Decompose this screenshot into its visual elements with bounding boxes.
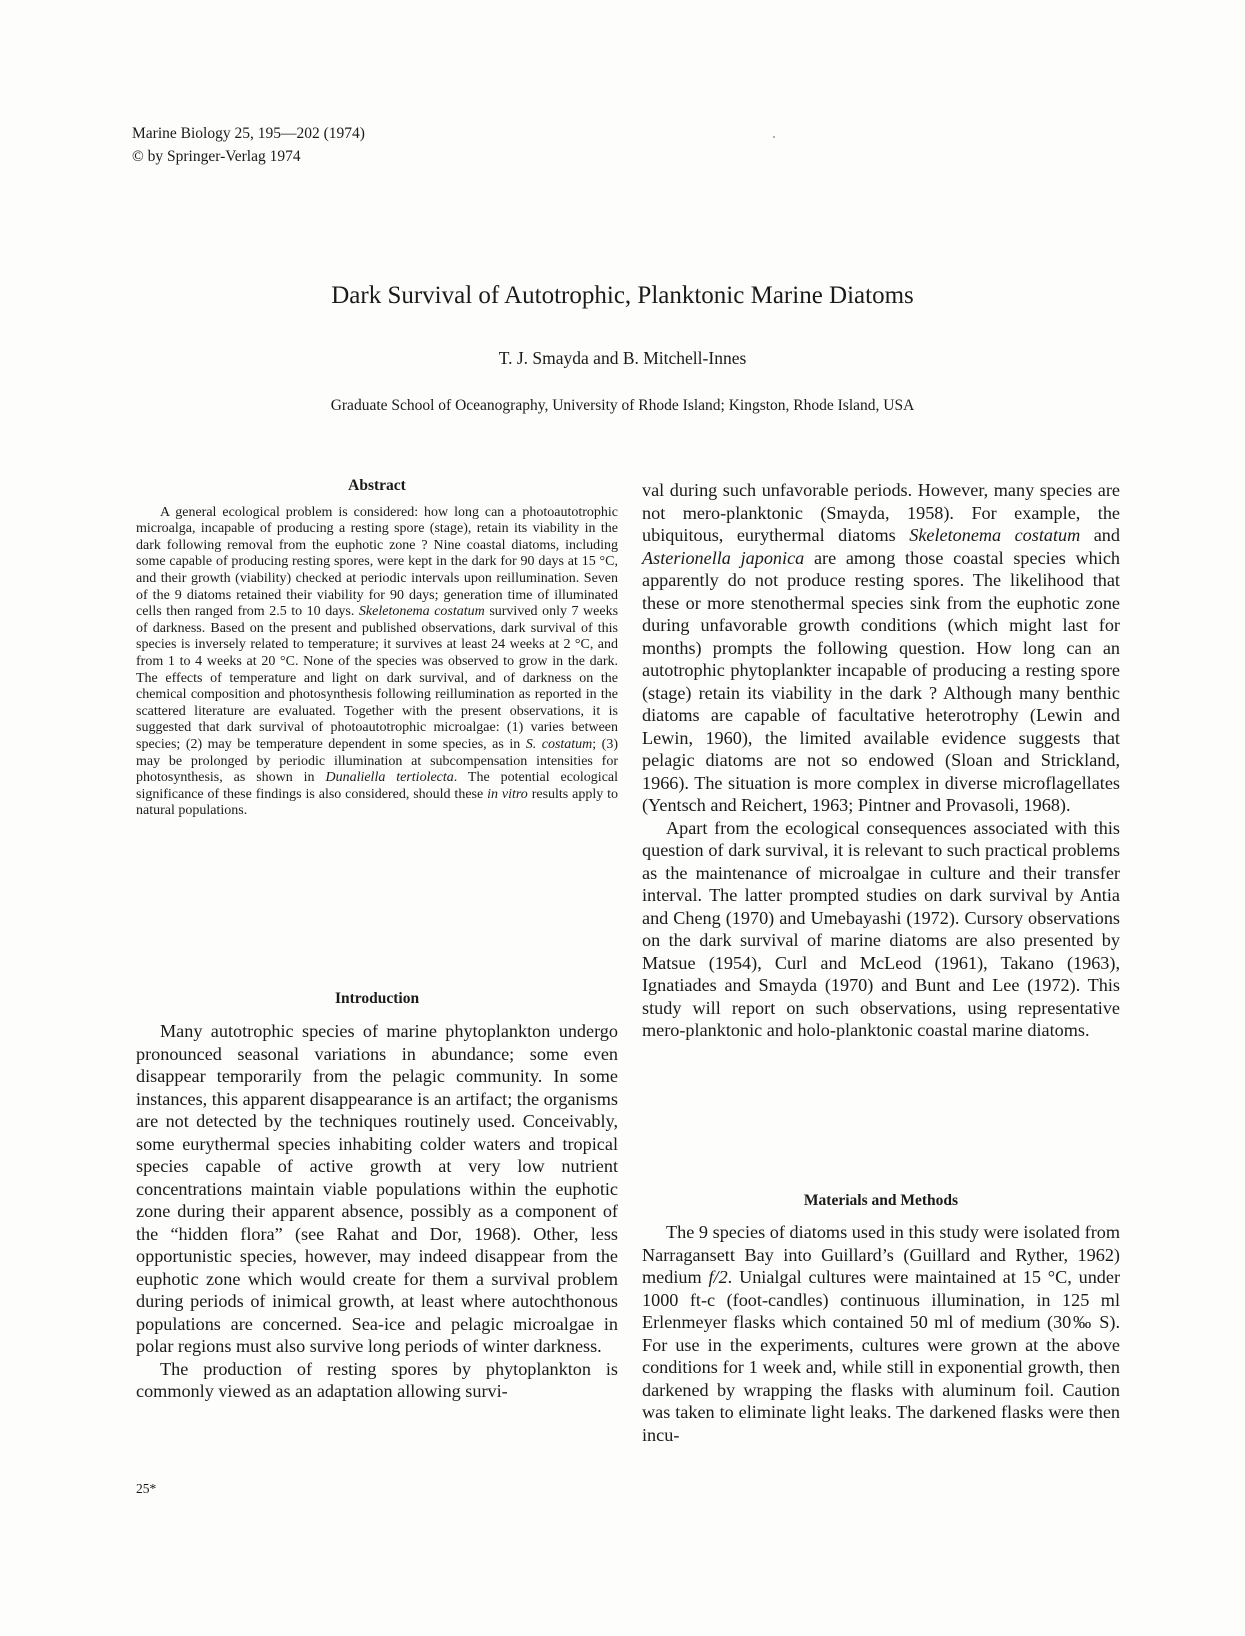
- introduction-heading: Introduction: [334, 990, 420, 1007]
- page-mark: 25*: [136, 1481, 157, 1496]
- authors: T. J. Smayda and B. Mitchell-Innes: [498, 348, 747, 368]
- methods-paragraph-1: The 9 species of diatoms used in this study were isolated from Narragansett Bay into Guillard’s (Guillard and Ryther, 1962) medium f/2. Unialgal cultures were maintained at 15 °C, under 1000 ft-c (foot-candles) continuous illumination, in 125 ml Erlenmeyer flasks which contained 50 ml of medium (30‰ S). For use in the experiments, cultures were grown at the above conditions for 1 week and, while still in exponential growth, then darkened by wrapping the flasks with aluminum foil. Caution was taken to eliminate light leaks. The darkened flasks were then incu-: [642, 1222, 1121, 1445]
- introduction-right: [642, 479, 1120, 1042]
- introduction-left: [136, 1020, 618, 1403]
- intro-paragraph-1: Many autotrophic species of marine phytoplankton undergo pronounced seasonal variations in abundance; some even disappear temporarily from the pelagic community. In some instances, this apparent disappearance is an artifact; the organisms are not detected by the techniques routinely used. Conceivably, some eurythermal species inhabiting colder waters and tropical species capable of active growth at very low nutrient concentrations maintain viable populations within the euphotic zone during their apparent absence, possibly as a component of the “hidden flora” (see Rahat and Dor, 1968). Other, less opportunistic species, however, may indeed disappear from the euphotic zone which would create for them a survival problem during periods of inimical growth, at least where autochthonous populations are concerned. Sea-ice and pelagic microalgae in polar regions must also survive long periods of winter darkness.: [136, 1021, 618, 1356]
- intro-paragraph-3: Apart from the ecological consequences associated with this question of dark survival, it is relevant to such practical problems as the maintenance of microalgae in culture and their transfer interval. The latter prompted studies on dark survival by Antia and Cheng (1970) and Umebayashi (1972). Cursory observations on the dark survival of marine diatoms are also presented by Matsue (1954), Curl and McLeod (1961), Takano (1963), Ignatiades and Smayda (1970) and Bunt and Lee (1972). This study will report on such observations, using representative mero-planktonic and holo-planktonic coastal marine diatoms.: [642, 817, 1120, 1040]
- methods-heading: Materials and Methods: [803, 1192, 959, 1209]
- paper-title: Dark Survival of Autotrophic, Planktonic Marine Diatoms: [331, 282, 914, 309]
- abstract-text: A general ecological problem is considered: how long can a photoautotrophic microalga, incapable of producing a resting spore (stage), retain its viability in the dark following removal from the euphotic zone ? Nine coastal diatoms, including some capable of producing resting spores, were kept in the dark for 90 days at 15 °C, and their growth (viability) checked at periodic intervals upon reillumination. Seven of the 9 diatoms retained their viability for 90 days; generation time of illuminated cells then ranged from 2.5 to 10 days. Skeletonema costatum survived only 7 weeks of darkness. Based on the present and published observations, dark survival of this species is inversely related to temperature; it survives at least 24 weeks at 2 °C, and from 1 to 4 weeks at 20 °C. None of the species was observed to grow in the dark. The effects of temperature and light on dark survival, and of darkness on the chemical composition and photosynthesis following reillumination as reported in the scattered literature are evaluated. Together with the present observations, it is suggested that dark survival of photoautotrophic microalgae: (1) varies between species; (2) may be temperature dependent in some species, as in S. costatum; (3) may be prolonged by periodic illumination at subcompensation intensities for photosynthesis, as shown in Dunaliella tertiolecta. The potential ecological significance of these findings is also considered, should these in vitro results apply to natural populations.: [136, 504, 619, 819]
- journal-citation: [132, 122, 365, 168]
- methods-section: [642, 1221, 1120, 1446]
- journal-line: Marine Biology 25, 195—202 (1974): [132, 125, 365, 142]
- abstract-heading: Abstract: [348, 477, 406, 494]
- affiliation: Graduate School of Oceanography, University of Rhode Island; Kingston, Rhode Island, USA: [330, 397, 915, 414]
- copyright-line: © by Springer-Verlag 1974: [132, 148, 301, 165]
- intro-paragraph-2-start: The production of resting spores by phytoplankton is commonly viewed as an adaptation allowing survi-: [136, 1358, 618, 1401]
- abstract-section: [136, 478, 618, 820]
- speck: [773, 136, 775, 138]
- intro-paragraph-2-cont: val during such unfavorable periods. However, many species are not mero-planktonic (Smayda, 1958). For example, the ubiquitous, eurythermal diatoms Skeletonema costatum and Asterionella japonica are among those coastal species which apparently do not produce resting spores. The likelihood that these or more stenothermal species sink from the euphotic zone during unfavorable growth conditions (which might last for months) prompts the following question. How long can an autotrophic phytoplankter incapable of producing a resting spore (stage) retain its viability in the dark ? Although many benthic diatoms are capable of facultative heterotrophy (Lewin and Lewin, 1960), the limited available evidence suggests that pelagic diatoms are not so endowed (Sloan and Strickland, 1966). The situation is more complex in diverse microflagellates (Yentsch and Reichert, 1963; Pintner and Provasoli, 1968).: [642, 480, 1120, 815]
